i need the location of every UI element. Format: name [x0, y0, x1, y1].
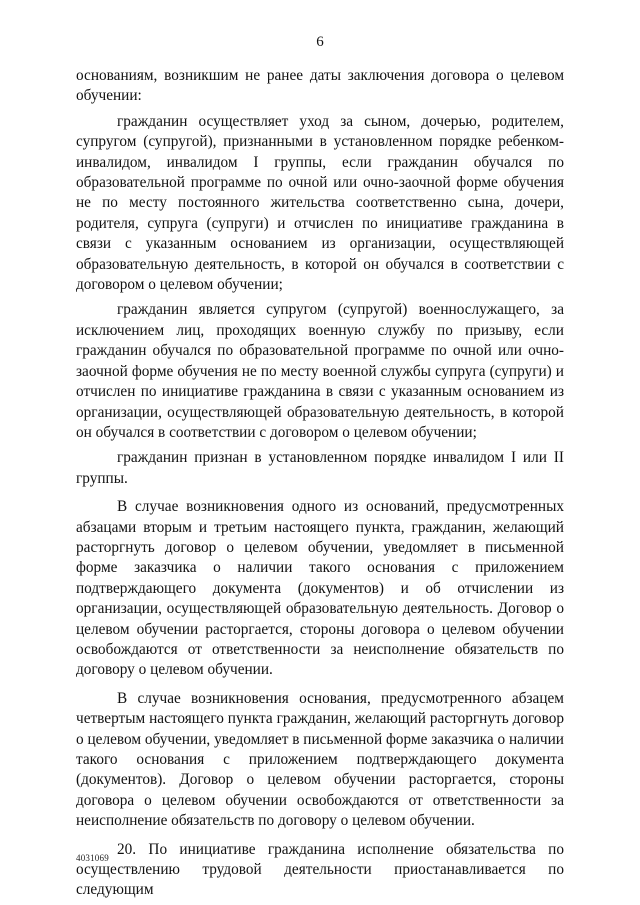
paragraph: 20. По инициативе гражданина исполнение обязательства по осуществлению трудовой деятельности приостанавливается по следующим	[76, 840, 564, 899]
paragraph: основаниям, возникшим не ранее даты заключения договора о целевом обучении:	[76, 67, 564, 105]
paragraph: гражданин является супругом (супругой) военнослужащего, за исключением лиц, проходящих военную службу по призыву, если гражданин обучался по образовательной программе по очной или очно-заочной форме обучения не по месту военной службы супруга (супруги) и отчислен по инициативе гражданина в связи с указанным основанием из организации, осуществляющей образовательную деятельность, в которой он обучался в соответствии с договором о целевом обучении;	[76, 301, 564, 441]
document-code: 4031069	[76, 853, 109, 863]
paragraph: В случае возникновения основания, предусмотренного абзацем четвертым настоящего пункта гражданин, желающий расторгнуть договор о целевом обучении, уведомляет в письменной форме заказчика о наличии такого основания с приложением подтверждающего документа (документов). Договор о целевом обучении расторгается, стороны договора о целевом обучении освобождаются от ответственности за неисполнение обязательств по договору о целевом обучении.	[76, 689, 564, 830]
document-body	[76, 66, 564, 901]
page-number: 6	[316, 34, 324, 50]
paragraph: гражданин осуществляет уход за сыном, дочерью, родителем, супругом (супругой), признанными в установленном порядке ребенком-инвалидом, инвалидом I группы, если гражданин обучался по образовательной программе по очной или очно-заочной форме обучения не по месту постоянного жительства соответственно сына, дочери, родителя, супруга (супруги) и отчислен по инициативе гражданина в связи с указанным основанием из организации, осуществляющей образовательную деятельность, в которой он обучался в соответствии с договором о целевом обучении;	[76, 112, 564, 294]
paragraph: В случае возникновения одного из оснований, предусмотренных абзацами вторым и третьим настоящего пункта, гражданин, желающий расторгнуть договор о целевом обучении, уведомляет в письменной форме заказчика о наличии такого основания с приложением подтверждающего документа (документов) и об отчислении из организации, осуществляющей образовательную деятельность. Договор о целевом обучении расторгается, стороны договора о целевом обучении освобождаются от ответственности за неисполнение обязательств по договору о целевом обучении.	[76, 498, 564, 679]
paragraph: гражданин признан в установленном порядке инвалидом I или II группы.	[76, 449, 564, 487]
